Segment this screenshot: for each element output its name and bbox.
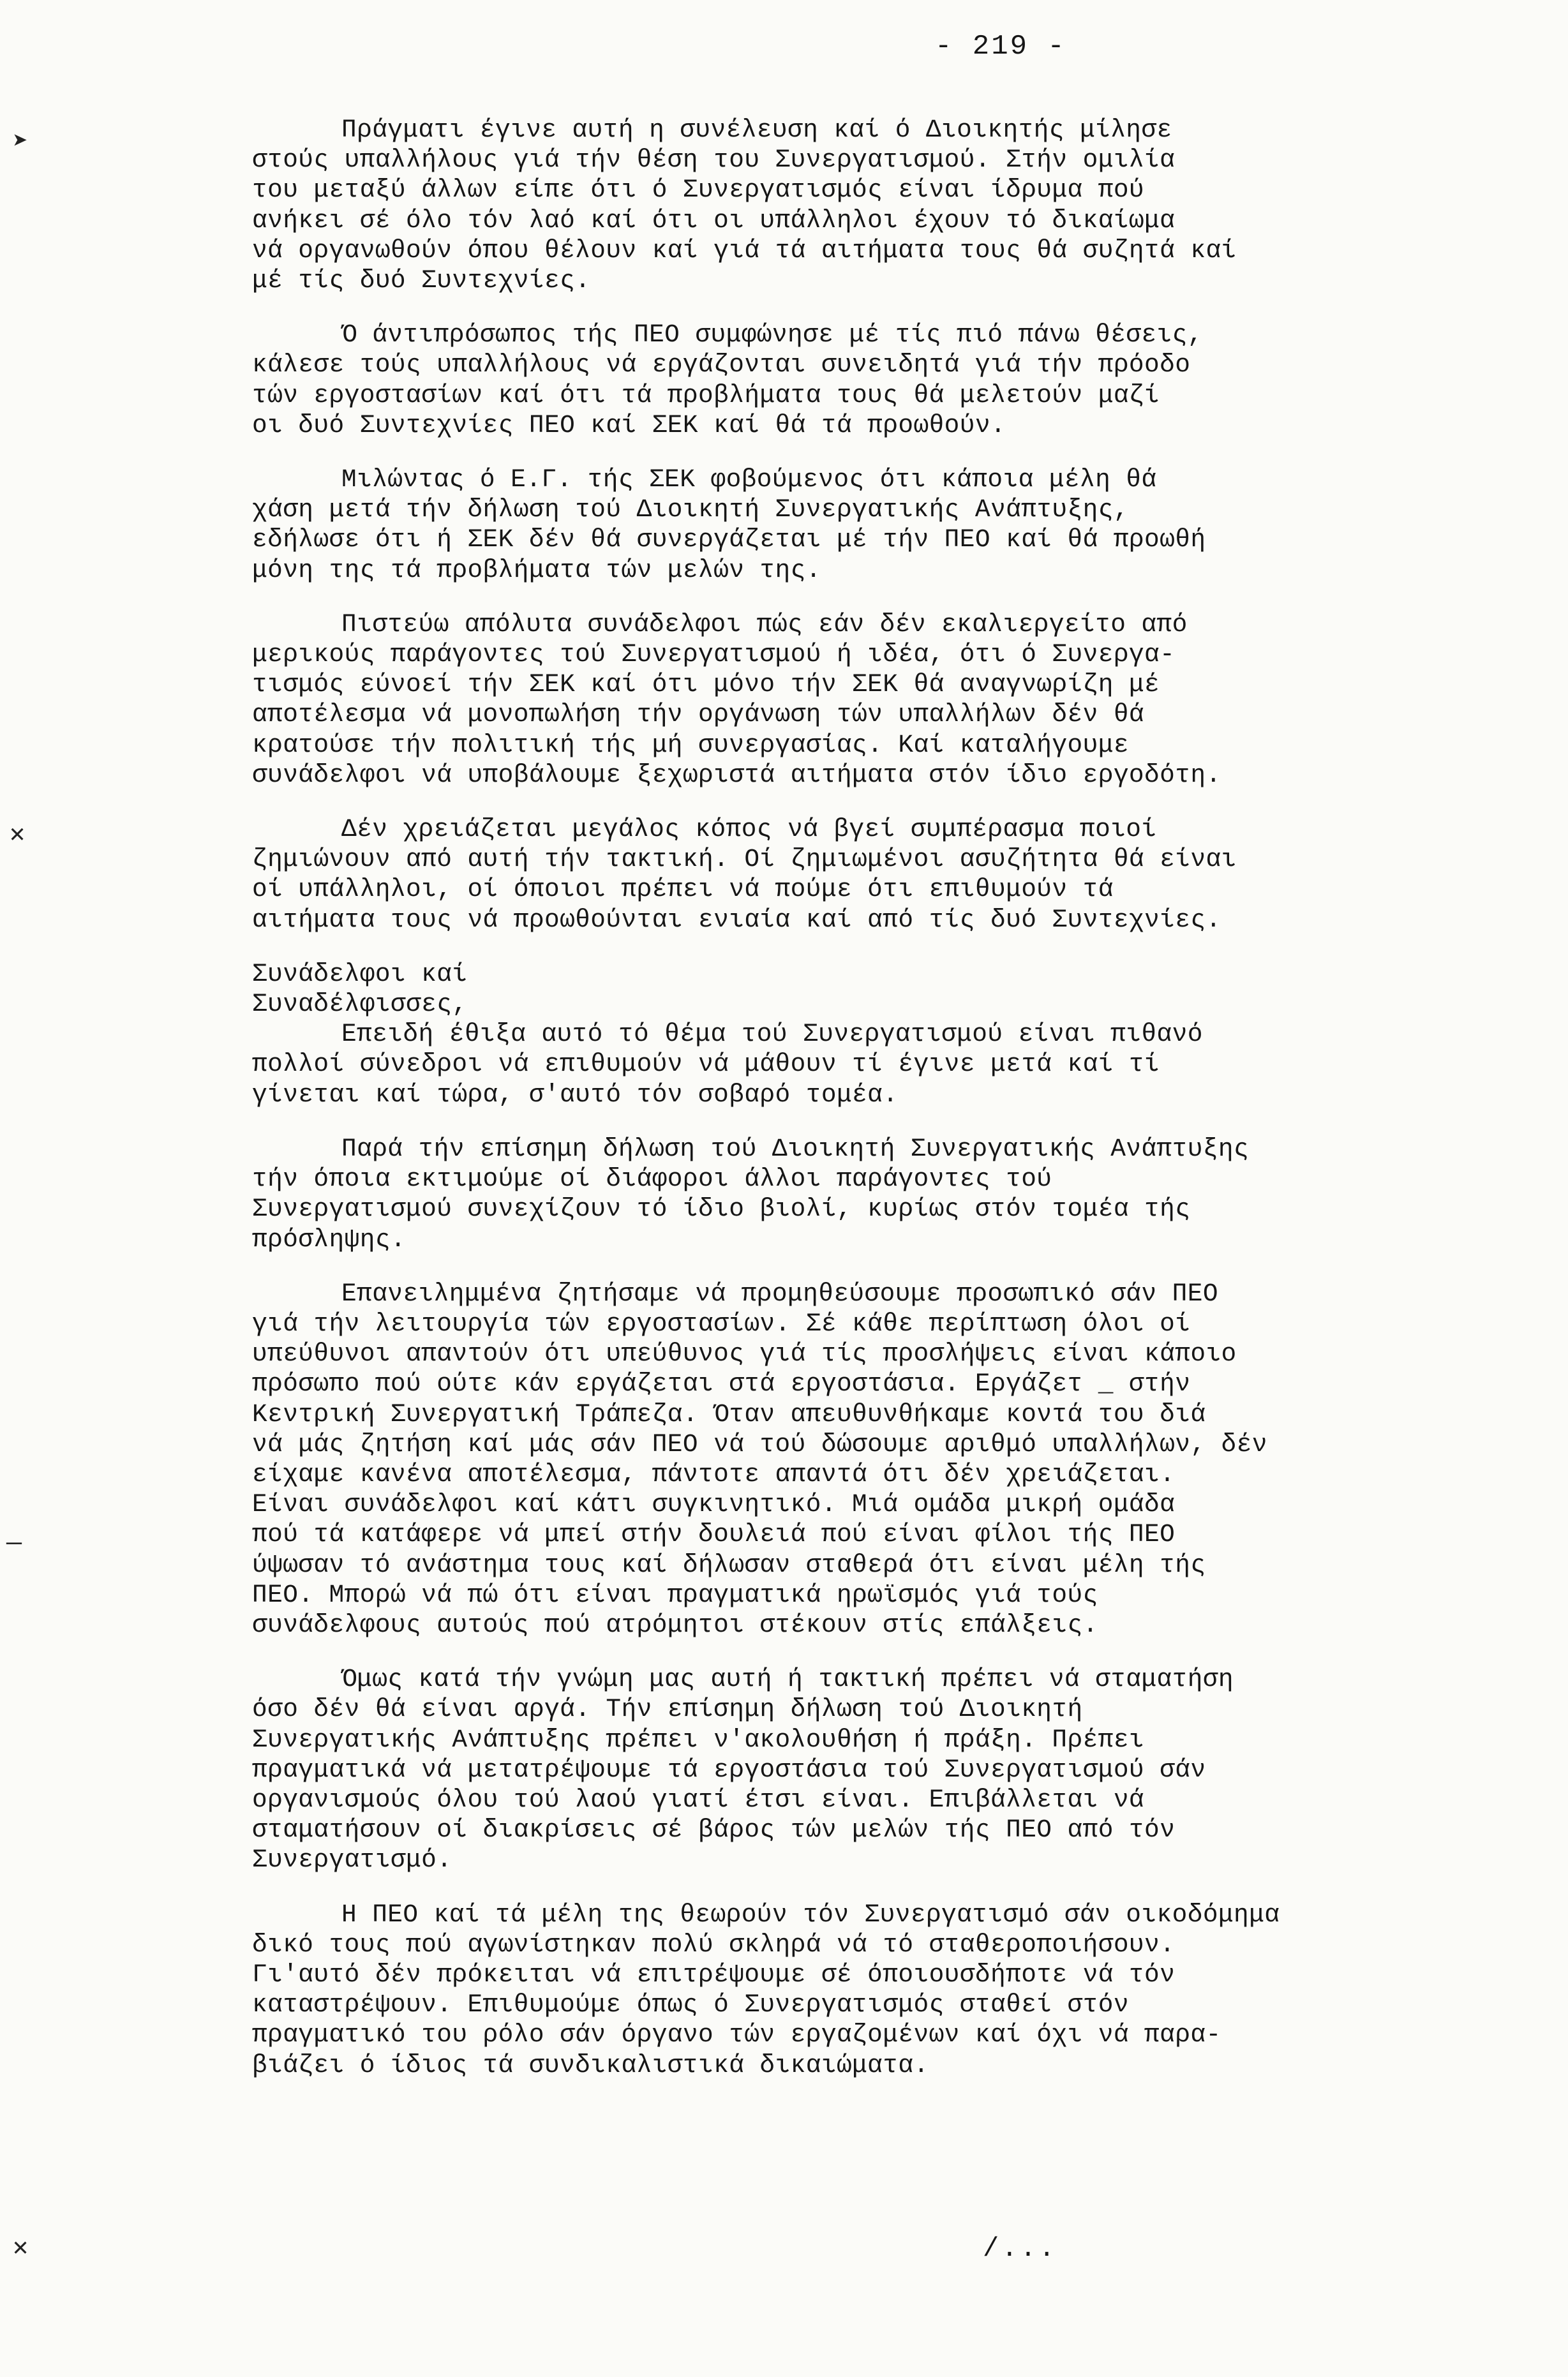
paragraph	[252, 814, 1503, 935]
text-line: μόνη της τά προβλήματα τών μελών της.	[252, 555, 821, 585]
page-number: - 219 -	[935, 31, 1066, 63]
paragraph	[252, 959, 1503, 1019]
text-line: νά οργανωθούν όπου θέλουν καί γιά τά αιτήματα τους θά συζητά καί	[252, 235, 1237, 265]
text-line: πραγματικό του ρόλο σάν όργανο τών εργαζομένων καί όχι νά παρα-	[252, 2020, 1221, 2050]
text-line: Παρά τήν επίσημη δήλωση τού Διοικητή Συνεργατικής Ανάπτυξης	[341, 1134, 1250, 1163]
text-line: συνάδελφοι νά υποβάλουμε ξεχωριστά αιτήματα στόν ίδιο εργοδότη.	[252, 760, 1221, 789]
text-line: είχαμε κανένα αποτέλεσμα, πάντοτε απαντά ότι δέν χρειάζεται.	[252, 1459, 1176, 1489]
margin-mark: —	[6, 1530, 22, 1558]
paragraph	[252, 1019, 1503, 1110]
text-line: Μιλώντας ό Ε.Γ. τής ΣΕΚ φοβούμενος ότι κάποια μέλη θά	[341, 465, 1157, 495]
paragraph	[252, 465, 1503, 585]
text-line: μέ τίς δυό Συντεχνίες.	[252, 266, 591, 295]
text-line: υπεύθυνοι απαντούν ότι υπεύθυνος γιά τίς προσλήψεις είναι κάποιο	[252, 1339, 1237, 1369]
text-line: Συναδέλφισσες,	[252, 990, 468, 1019]
text-line: οί υπάλληλοι, οί όποιοι πρέπει νά πούμε ότι επιθυμούν τά	[252, 875, 1114, 904]
text-line: δικό τους πού αγωνίστηκαν πολύ σκληρά νά τό σταθεροποιήσουν.	[252, 1930, 1176, 1959]
text-line: στούς υπαλλήλους γιά τήν θέση του Συνεργατισμού. Στήν ομιλία	[252, 145, 1176, 175]
text-line: πρόσληψης.	[252, 1225, 407, 1254]
text-line: Πιστεύω απόλυτα συνάδελφοι πώς εάν δέν εκαλιεργείτο από	[341, 609, 1188, 639]
text-line: γίνεται καί τώρα, σ'αυτό τόν σοβαρό τομέα.	[252, 1080, 899, 1109]
text-line: μερικούς παράγοντες τού Συνεργατισμού ή ιδέα, ότι ό Συνεργα-	[252, 640, 1176, 669]
continuation-mark: /...	[983, 2233, 1057, 2264]
text-line: σταματήσουν οί διακρίσεις σέ βάρος τών μελών τής ΠΕΟ από τόν	[252, 1815, 1176, 1845]
text-line: ύψωσαν τό ανάστημα τους καί δήλωσαν σταθερά ότι είναι μέλη τής	[252, 1550, 1206, 1579]
text-line: νά μάς ζητήση καί μάς σάν ΠΕΟ νά τού δώσουμε αριθμό υπαλλήλων, δέν	[252, 1429, 1267, 1459]
text-line: τών εργοστασίων καί ότι τά προβλήματα τους θά μελετούν μαζί	[252, 380, 1160, 410]
text-line: Πράγματι έγινε αυτή η συνέλευση καί ό Διοικητής μίλησε	[341, 115, 1172, 144]
text-line: Δέν χρειάζεται μεγάλος κόπος νά βγεί συμπέρασμα ποιοί	[341, 815, 1157, 844]
text-line: γιά τήν λειτουργία τών εργοστασίων. Σέ κάθε περίπτωση όλοι οί	[252, 1309, 1191, 1338]
text-line: αποτέλεσμα νά μονοπωλήση τήν οργάνωση τών υπαλλήλων δέν θά	[252, 700, 1145, 729]
text-line: αιτήματα τους νά προωθούνται ενιαία καί από τίς δυό Συντεχνίες.	[252, 905, 1221, 934]
paragraph	[252, 1900, 1503, 2080]
text-line: του μεταξύ άλλων είπε ότι ό Συνεργατισμός είναι ίδρυμα πού	[252, 175, 1145, 205]
text-line: ζημιώνουν από αυτή τήν τακτική. Οί ζημιωμένοι ασυζήτητα θά είναι	[252, 845, 1237, 874]
text-line: Η ΠΕΟ καί τά μέλη της θεωρούν τόν Συνεργατισμό σάν οικοδόμημα	[341, 1900, 1280, 1929]
paragraph	[252, 1134, 1503, 1255]
paragraph	[252, 115, 1503, 295]
text-line: πραγματικά νά μετατρέψουμε τά εργοστάσια τού Συνεργατισμού σάν	[252, 1755, 1206, 1784]
text-line: πρόσωπο πού ούτε κάν εργάζεται στά εργοστάσια. Εργάζετ _ στήν	[252, 1369, 1191, 1399]
text-line: τισμός εύνοεί τήν ΣΕΚ καί ότι μόνο τήν ΣΕΚ θά αναγνωρίζη μέ	[252, 670, 1160, 699]
text-line: Συνεργατικής Ανάπτυξης πρέπει ν'ακολουθήση ή πράξη. Πρέπει	[252, 1725, 1145, 1754]
margin-mark: ➤	[13, 129, 29, 158]
text-line: οργανισμούς όλου τού λαού γιατί έτσι είναι. Επιβάλλεται νά	[252, 1785, 1145, 1814]
paragraph	[252, 1664, 1503, 1875]
text-line: Συνεργατισμού συνεχίζουν τό ίδιο βιολί, κυρίως στόν τομέα τής	[252, 1195, 1191, 1224]
text-line: εδήλωσε ότι ή ΣΕΚ δέν θά συνεργάζεται μέ τήν ΠΕΟ καί θά προωθή	[252, 525, 1206, 555]
text-line: οι δυό Συντεχνίες ΠΕΟ καί ΣΕΚ καί θά τά προωθούν.	[252, 410, 1006, 440]
text-line: πολλοί σύνεδροι νά επιθυμούν νά μάθουν τί έγινε μετά καί τί	[252, 1050, 1160, 1079]
text-line: Γι'αυτό δέν πρόκειται νά επιτρέψουμε σέ όποιουσδήποτε νά τόν	[252, 1960, 1176, 1989]
text-line: κρατούσε τήν πολιτική τής μή συνεργασίας. Καί καταλήγουμε	[252, 730, 1129, 759]
text-line: πού τά κατάφερε νά μπεί στήν δουλειά πού είναι φίλοι τής ΠΕΟ	[252, 1520, 1176, 1549]
text-line: Επανειλημμένα ζητήσαμε νά προμηθεύσουμε προσωπικό σάν ΠΕΟ	[341, 1279, 1218, 1308]
text-line: ΠΕΟ. Μπορώ νά πώ ότι είναι πραγματικά ηρωϊσμός γιά τούς	[252, 1580, 1098, 1609]
text-line: Είναι συνάδελφοι καί κάτι συγκινητικό. Μιά ομάδα μικρή ομάδα	[252, 1490, 1176, 1519]
text-line: τήν όποια εκτιμούμε οί διάφοροι άλλοι παράγοντες τού	[252, 1165, 1052, 1194]
text-line: Κεντρική Συνεργατική Τράπεζα. Όταν απευθυνθήκαμε κοντά του διά	[252, 1399, 1206, 1429]
text-line: Ό άντιπρόσωπος τής ΠΕΟ συμφώνησε μέ τίς πιό πάνω θέσεις,	[341, 320, 1203, 350]
paragraph	[252, 1279, 1503, 1640]
margin-mark: ✕	[13, 2235, 29, 2263]
text-line: χάση μετά τήν δήλωση τού Διοικητή Συνεργατικής Ανάπτυξης,	[252, 495, 1129, 525]
text-line: βιάζει ό ίδιος τά συνδικαλιστικά δικαιώματα.	[252, 2050, 929, 2080]
text-line: ανήκει σέ όλο τόν λαό καί ότι οι υπάλληλοι έχουν τό δικαίωμα	[252, 205, 1176, 235]
text-line: όσο δέν θά είναι αργά. Τήν επίσημη δήλωση τού Διοικητή	[252, 1695, 1083, 1724]
text-line: Όμως κατά τήν γνώμη μας αυτή ή τακτική πρέπει νά σταματήση	[341, 1665, 1234, 1694]
text-line: καταστρέψουν. Επιθυμούμε όπως ό Συνεργατισμός σταθεί στόν	[252, 1990, 1129, 2020]
paragraph	[252, 609, 1503, 790]
text-line: Επειδή έθιξα αυτό τό θέμα τού Συνεργατισμού είναι πιθανό	[341, 1020, 1203, 1049]
margin-mark: ✕	[10, 821, 26, 850]
text-line: συνάδελφους αυτούς πού ατρόμητοι στέκουν στίς επάλξεις.	[252, 1610, 1098, 1639]
text-line: Συνεργατισμό.	[252, 1845, 452, 1875]
document-body	[252, 115, 1503, 2105]
paragraph	[252, 320, 1503, 440]
text-line: Συνάδελφοι καί	[252, 959, 468, 988]
text-line: κάλεσε τούς υπαλλήλους νά εργάζονται συνειδητά γιά τήν πρόοδο	[252, 350, 1191, 380]
